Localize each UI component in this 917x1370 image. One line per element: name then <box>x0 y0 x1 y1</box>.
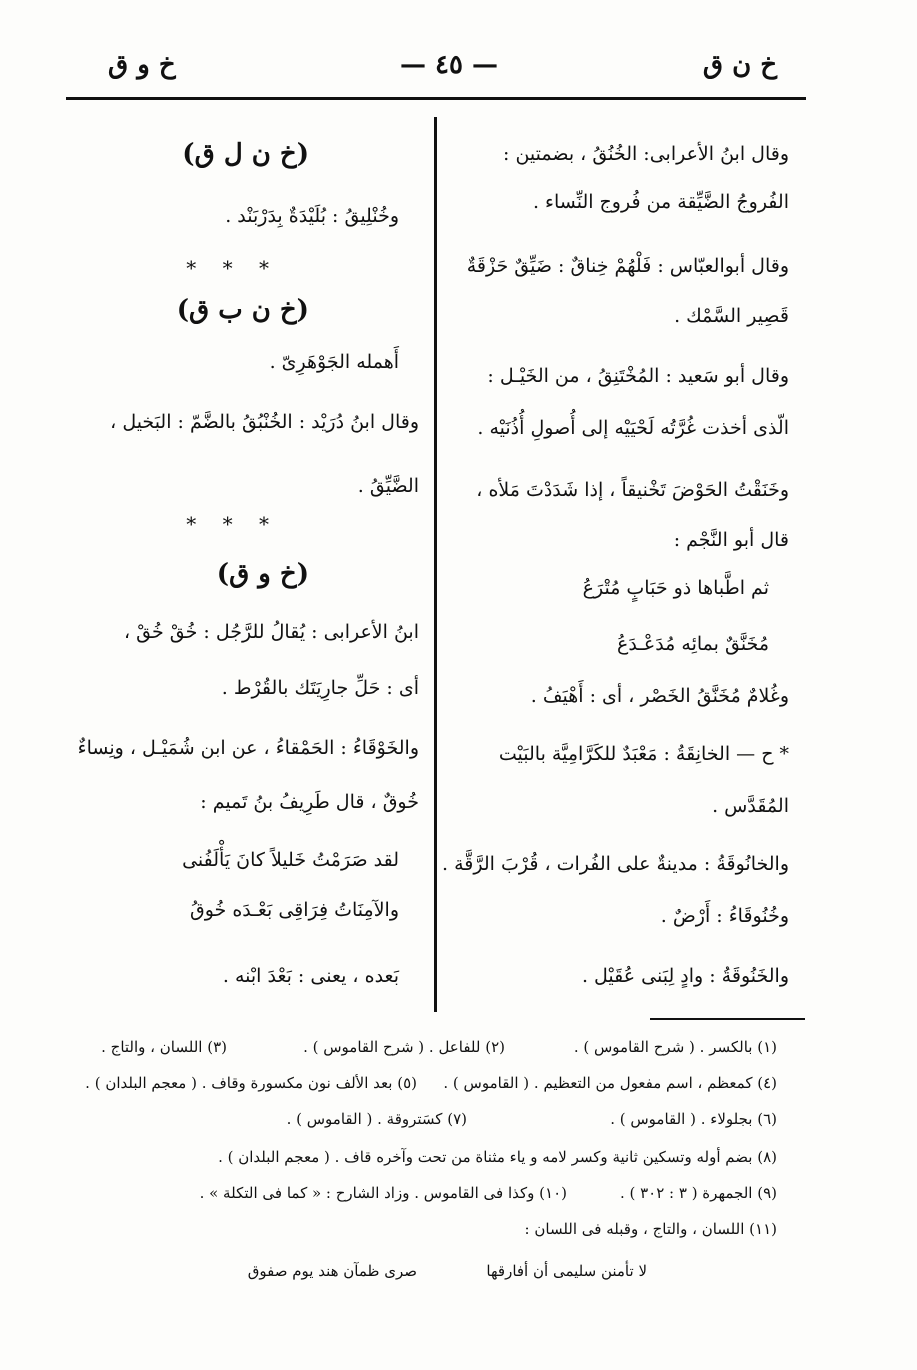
verse-line: لقد صَرَمْتُ خَليلاً كانَ يَأْلَفُنى <box>182 849 399 871</box>
entry-line: * ح — الخانِقَةُ : مَعْبَدٌ للكَرَّامِيَّة بالبَيْت <box>498 743 789 765</box>
root-heading: (خ ن ب ق) <box>176 295 309 325</box>
verse-line: والآمِنَاتُ فِرَاقِى بَعْـدَه خُوقُ <box>189 899 399 921</box>
entry-line: وقال ابنُ دُرَيْد : الخُنْبُقُ بالضَّمّ : البَخيل ، <box>110 411 419 433</box>
entry-line: والخَوْقَاءُ : الحَمْقاءُ ، عن ابن شُمَيْـل ، ونِساءٌ <box>77 737 419 759</box>
entry-line: والخانُوقَةُ : مدينةٌ على الفُرات ، قُرْبَ الرَّقَّة . <box>442 853 789 875</box>
entry-line: قَصِير السَّمْك . <box>674 305 789 327</box>
footnote-10: (١٠) وكذا فى القاموس . وزاد الشارح : « كما فى التكلة » . <box>199 1184 567 1202</box>
entry-line: الضَّيِّقُ . <box>357 475 419 497</box>
footnote-8: (٨) بضم أوله وتسكين ثانية وكسر لامه و ياء مثناة من تحت وآخره قاف . ( معجم البلدان ) . <box>218 1148 777 1166</box>
footnote-1: (١) بالكسر . ( شرح القاموس ) . <box>573 1038 777 1056</box>
footnote-4: (٤) كمعظم ، اسم مفعول من التعظيم . ( القاموس ) . <box>443 1074 777 1092</box>
root-heading: (خ و ق) <box>216 559 309 589</box>
footnote-9: (٩) الجمهرة ( ٣ : ٣٠٢ ) . <box>619 1184 777 1202</box>
entry-line: خُوقٌ ، قال طَرِيفُ بنُ تَميم : <box>200 791 419 813</box>
entry-line: والخَنُوقَةُ : وادٍ لِبَنى عُقَيْل . <box>581 965 789 987</box>
footnote-6: (٦) بجلولاء . ( القاموس ) . <box>610 1110 777 1128</box>
footnote-11: (١١) اللسان ، والتاج ، وقبله فى اللسان : <box>524 1220 777 1238</box>
entry-line: وقال أبو سَعيد : المُخْتَنِقُ ، من الخَيْـل : <box>487 365 789 387</box>
footnote-2: (٢) للفاعل . ( شرح القاموس ) . <box>303 1038 505 1056</box>
entry-line: وخُنُوقَاءُ : أَرْضٌ . <box>660 905 789 927</box>
page-number: — ٤٥ — <box>399 50 499 80</box>
entry-line: الفُروجُ الضَّيِّقة من فُروج النِّساء . <box>532 191 789 213</box>
entry-line: وقال ابنُ الأعرابى: الخُنُقُ ، بضمتين : <box>503 143 789 165</box>
section-separator: * * * <box>186 256 279 280</box>
entry-line: وقال أبوالعبّاس : فَلْهُمْ خِناقٌ : ضَيِّقٌ حَزْقَةٌ <box>466 255 789 277</box>
entry-line: قال أبو النَّجْم : <box>673 529 789 551</box>
entry-line: أى : حَلِّ جارِيَتَك بالقُرْط . <box>221 677 419 699</box>
header-rule <box>66 97 806 100</box>
header-root-right: خ ن ق <box>702 50 777 80</box>
footnote-3: (٣) اللسان ، والتاج . <box>101 1038 227 1056</box>
section-separator: * * * <box>186 512 279 536</box>
entry-line: بَعده ، يعنى : بَعْدَ ابْنه . <box>222 965 399 987</box>
entry-line: وخُنْلِيقُ : بُلَيْدَةٌ بِدَرْبَنْد . <box>225 205 399 227</box>
footnote-7: (٧) كسَتروقة . ( القاموس ) . <box>286 1110 467 1128</box>
footnote-verse-first: لا تأمنن سليمى أن أفارقها <box>486 1262 647 1280</box>
entry-line: وخَنَقْتُ الحَوْضَ تَخْنيقاً ، إذا شَدَدْتَ مَلأه ، <box>476 479 789 501</box>
entry-line: المُقَدَّس . <box>712 795 789 817</box>
left-column <box>49 140 419 1000</box>
header-root-left: خ و ق <box>108 50 176 80</box>
root-heading: (خ ن ل ق) <box>182 139 309 169</box>
footnote-verse-second: صرى ظمآن هند يوم صفوق <box>247 1262 417 1280</box>
footnote-rule <box>650 1018 805 1020</box>
entry-line: وغُلامٌ مُخَنَّقُ الخَصْر ، أى : أَهْيَفُ . <box>530 685 789 707</box>
footnote-5: (٥) بعد الألف نون مكسورة وقاف . ( معجم البلدان ) . <box>85 1074 417 1092</box>
entry-line: الّذى أخذت غُرَّتُه لَحْيَيْه إلى أُصولِ أُذُنَيْه . <box>477 417 789 439</box>
verse-line: مُخَنَّقٌ بمائِه مُدَعْـدَعُ <box>617 633 769 655</box>
entry-line: أَهمله الجَوْهَرِىّ . <box>269 351 399 373</box>
entry-line: ابنُ الأعرابى : يُقالُ للرَّجُل : خُقْ خُقْ ، <box>124 621 419 643</box>
verse-line: ثم اطَّباها ذو حَبَابٍ مُتْرَعُ <box>582 577 769 599</box>
right-column <box>419 140 789 1000</box>
